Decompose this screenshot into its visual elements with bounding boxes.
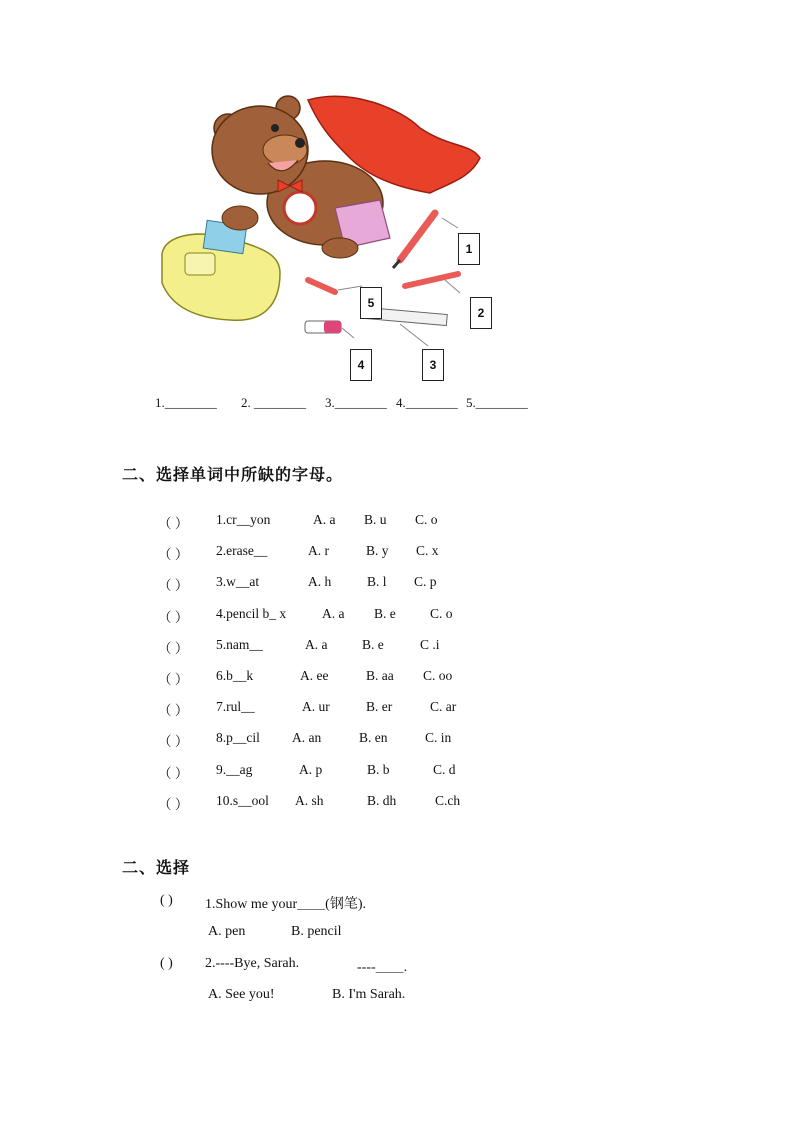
answer-bracket[interactable]: （ ）	[158, 640, 189, 656]
answer-bracket[interactable]: ( )	[160, 956, 173, 971]
option-a: A. ee	[300, 668, 329, 683]
option-b: B. e	[374, 605, 396, 621]
question-text: 2.----Bye, Sarah.	[205, 956, 300, 971]
option-c: C. o	[415, 512, 438, 527]
answer-blank-2: 2. ________	[241, 395, 306, 410]
option-b: B. en	[359, 730, 388, 746]
question-row	[0, 668, 793, 688]
option-b: B. I'm Sarah.	[332, 987, 406, 1002]
answer-bracket[interactable]: （ ）	[158, 609, 189, 625]
option-b: B. u	[364, 512, 387, 527]
option-b: B. l	[367, 574, 387, 590]
question-row	[0, 606, 793, 626]
answer-blank-4: 4.________	[396, 395, 458, 410]
answer-bracket[interactable]: （ ）	[158, 516, 189, 531]
question-word: 8.p__cil	[216, 730, 260, 746]
bear-eye	[271, 124, 279, 132]
option-b: B. aa	[366, 668, 394, 683]
question-row	[0, 543, 793, 563]
label-box-5: 5	[360, 287, 382, 319]
label-box-1: 1	[458, 233, 480, 265]
option-c: C. d	[433, 761, 456, 777]
option-b: B. y	[366, 543, 389, 559]
question-row	[0, 637, 793, 657]
question-word: 5.nam__	[216, 636, 263, 652]
bear-stationery-illustration	[150, 88, 510, 388]
option-b: B. dh	[367, 792, 397, 808]
option-c: C. oo	[423, 668, 453, 683]
option-a: A. r	[308, 543, 329, 559]
option-c: C.ch	[435, 792, 461, 808]
answer-bracket[interactable]: （ ）	[158, 796, 189, 812]
option-b: B. b	[367, 761, 390, 777]
question-word: 6.b__k	[216, 668, 254, 683]
question-word: 3.w__at	[216, 574, 260, 590]
option-a: A. an	[292, 730, 322, 746]
answer-bracket[interactable]: （ ）	[158, 578, 189, 594]
option-b: B. e	[362, 636, 384, 652]
answer-bracket[interactable]: ( )	[160, 893, 173, 908]
option-c: C. ar	[430, 699, 457, 715]
answer-bracket[interactable]: （ ）	[158, 547, 189, 563]
option-b: B. er	[366, 699, 393, 715]
option-a: A. a	[322, 605, 345, 621]
option-a: A. p	[299, 761, 323, 777]
bag-pocket	[185, 253, 215, 275]
choice-question-1-options	[0, 924, 793, 944]
pen-item	[405, 274, 460, 293]
question-row	[0, 762, 793, 782]
option-a: A. pen	[208, 924, 246, 939]
question-word: 2.erase__	[216, 543, 268, 559]
question-word: 7.rul__	[216, 699, 255, 715]
eraser-item	[305, 321, 354, 338]
question-word: 10.s__ool	[216, 792, 269, 808]
section-heading-choose: 二、选择	[122, 858, 191, 877]
answer-bracket[interactable]: （ ）	[158, 672, 189, 687]
option-a: A. a	[313, 512, 336, 527]
option-a: A. See you!	[208, 987, 275, 1002]
crayon-item	[308, 280, 362, 292]
question-row	[0, 793, 793, 813]
choice-question-1	[0, 893, 793, 913]
bear-paw-left	[222, 206, 258, 230]
choice-question-2	[0, 956, 793, 976]
question-text: 1.Show me your＿＿(钢笔).	[205, 897, 366, 912]
question-word: 1.cr__yon	[216, 512, 271, 527]
option-a: A. sh	[295, 792, 324, 808]
option-a: A. h	[308, 574, 332, 590]
option-c: C. in	[425, 730, 452, 746]
label-box-4: 4	[350, 349, 372, 381]
option-c: C. x	[416, 543, 439, 559]
reply-blank: ----＿＿.	[357, 960, 408, 975]
answer-blank-5: 5.________	[466, 395, 528, 410]
choice-question-2-options	[0, 987, 793, 1007]
bear-shirt-logo	[284, 192, 316, 224]
option-c: C. p	[414, 574, 437, 590]
question-row	[0, 574, 793, 594]
question-row	[0, 512, 793, 532]
label-box-2: 2	[470, 297, 492, 329]
answer-bracket[interactable]: （ ）	[158, 703, 189, 719]
bear-nose	[295, 138, 305, 148]
pencil-item	[393, 213, 458, 268]
option-c: C. o	[430, 605, 453, 621]
question-word: 9.__ag	[216, 761, 253, 777]
answer-bracket[interactable]: （ ）	[158, 765, 189, 781]
label-box-3: 3	[422, 349, 444, 381]
question-row	[0, 699, 793, 719]
answer-blank-3: 3.________	[325, 395, 387, 410]
bear-paw-right	[322, 238, 358, 258]
option-a: A. ur	[302, 699, 330, 715]
question-row	[0, 730, 793, 750]
option-c: C .i	[420, 636, 440, 652]
answer-bracket[interactable]: （ ）	[158, 734, 189, 750]
section-heading-missing-letters: 二、选择单词中所缺的字母。	[122, 465, 344, 484]
question-word: 4.pencil b_ x	[216, 605, 287, 621]
option-b: B. pencil	[291, 924, 342, 939]
option-a: A. a	[305, 636, 328, 652]
answer-blank-1: 1.________	[155, 395, 217, 410]
